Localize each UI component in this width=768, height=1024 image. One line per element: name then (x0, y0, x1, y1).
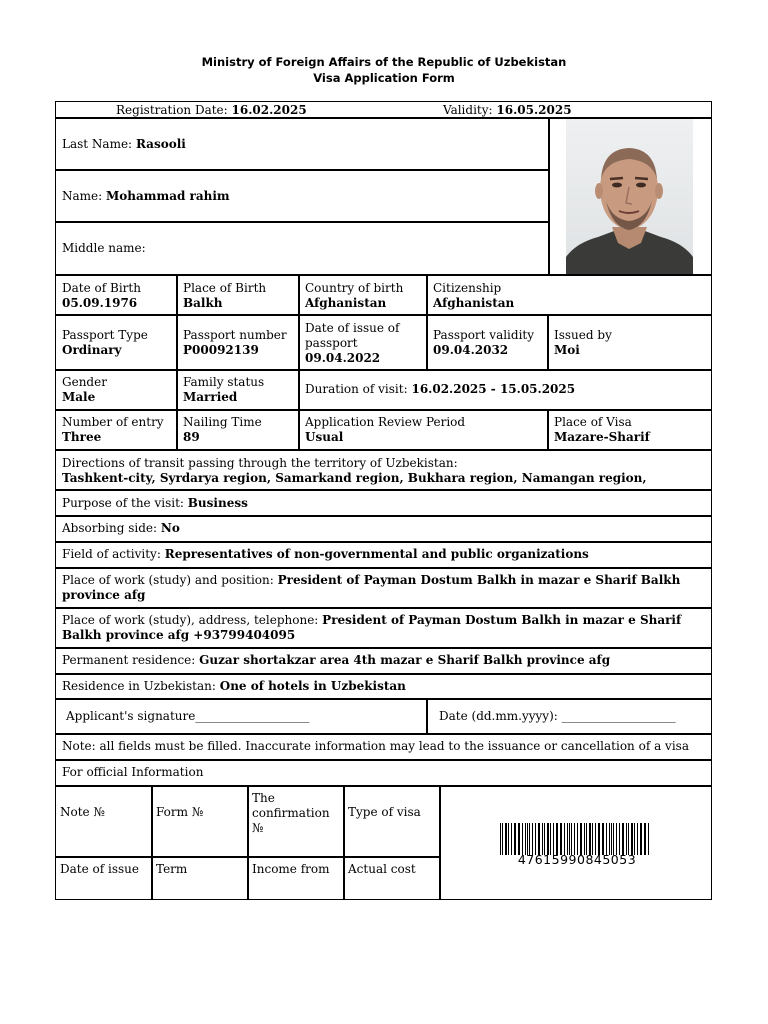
issued-by: Issued by Moi (554, 328, 612, 357)
barcode-number: 47615990845053 (517, 852, 637, 867)
nailing-time: Nailing Time 89 (183, 415, 262, 444)
work-position: Place of work (study) and position: President of Payman Dostum Balkh in mazar e Sharif Balkh province afg (62, 573, 681, 602)
purpose-of-visit: Purpose of the visit: Business (62, 496, 248, 510)
permanent-residence: Permanent residence: Guzar shortakzar area 4th mazar e Sharif Balkh province afg (62, 653, 611, 667)
date-field: Date (dd.mm.yyyy): ___________________ (439, 709, 676, 723)
passport-type: Passport Type Ordinary (62, 328, 148, 357)
work-address: Place of work (study), address, telephone: President of Payman Dostum Balkh in mazar e Sharif Balkh province afg +93799404095 (62, 613, 682, 642)
registration-date: Registration Date: 16.02.2025 (116, 103, 307, 117)
review-period: Application Review Period Usual (305, 415, 466, 444)
field-of-activity: Field of activity: Representatives of non-governmental and public organizations (62, 547, 589, 561)
applicant-signature: Applicant's signature___________________ (66, 709, 310, 723)
date-of-birth: Date of Birth 05.09.1976 (62, 281, 141, 310)
date-of-issue: Date of issue (60, 862, 139, 876)
visa-type: Type of visa (348, 805, 421, 819)
gender: Gender Male (62, 375, 107, 404)
ministry-title: Ministry of Foreign Affairs of the Republic of Uzbekistan (201, 55, 567, 69)
place-of-birth: Place of Birth Balkh (183, 281, 267, 310)
place-of-visa: Place of Visa Mazare-Sharif (554, 415, 650, 444)
note-number: Note № (60, 805, 105, 819)
term: Term (156, 862, 188, 876)
form-number: Form № (156, 805, 204, 819)
official-info-title: For official Information (62, 765, 204, 779)
residence-uzbekistan: Residence in Uzbekistan: One of hotels in Uzbekistan (62, 679, 406, 693)
confirmation-number: The confirmation № (252, 791, 330, 835)
number-of-entry: Number of entry Three (62, 415, 164, 444)
form-note: Note: all fields must be filled. Inaccurate information may lead to the issuance or cancellation of a visa (62, 739, 689, 753)
name-field: Name: Mohammad rahim (62, 189, 230, 203)
duration-of-visit: Duration of visit: 16.02.2025 - 15.05.2025 (305, 382, 576, 396)
citizenship: Citizenship Afghanistan (433, 281, 515, 310)
transit-directions: Directions of transit passing through the territory of Uzbekistan: Tashkent-city, Syrdarya region, Samarkand region, Bukhara region, Namangan region, (62, 456, 647, 485)
family-status: Family status Married (183, 375, 265, 404)
country-of-birth: Country of birth Afghanistan (305, 281, 404, 310)
form-title: Visa Application Form (313, 71, 455, 85)
barcode (500, 823, 652, 855)
actual-cost: Actual cost (348, 862, 416, 876)
passport-validity: Passport validity 09.04.2032 (433, 328, 535, 357)
validity-date: Validity: 16.05.2025 (443, 103, 572, 117)
passport-issue-date: Date of issue of passport 09.04.2022 (305, 321, 400, 365)
middle-name-field: Middle name: (62, 241, 146, 255)
absorbing-side: Absorbing side: No (62, 521, 180, 535)
income-from: Income from (252, 862, 330, 876)
passport-number: Passport number P00092139 (183, 328, 287, 357)
applicant-photo (566, 119, 693, 274)
last-name-field: Last Name: Rasooli (62, 137, 186, 151)
